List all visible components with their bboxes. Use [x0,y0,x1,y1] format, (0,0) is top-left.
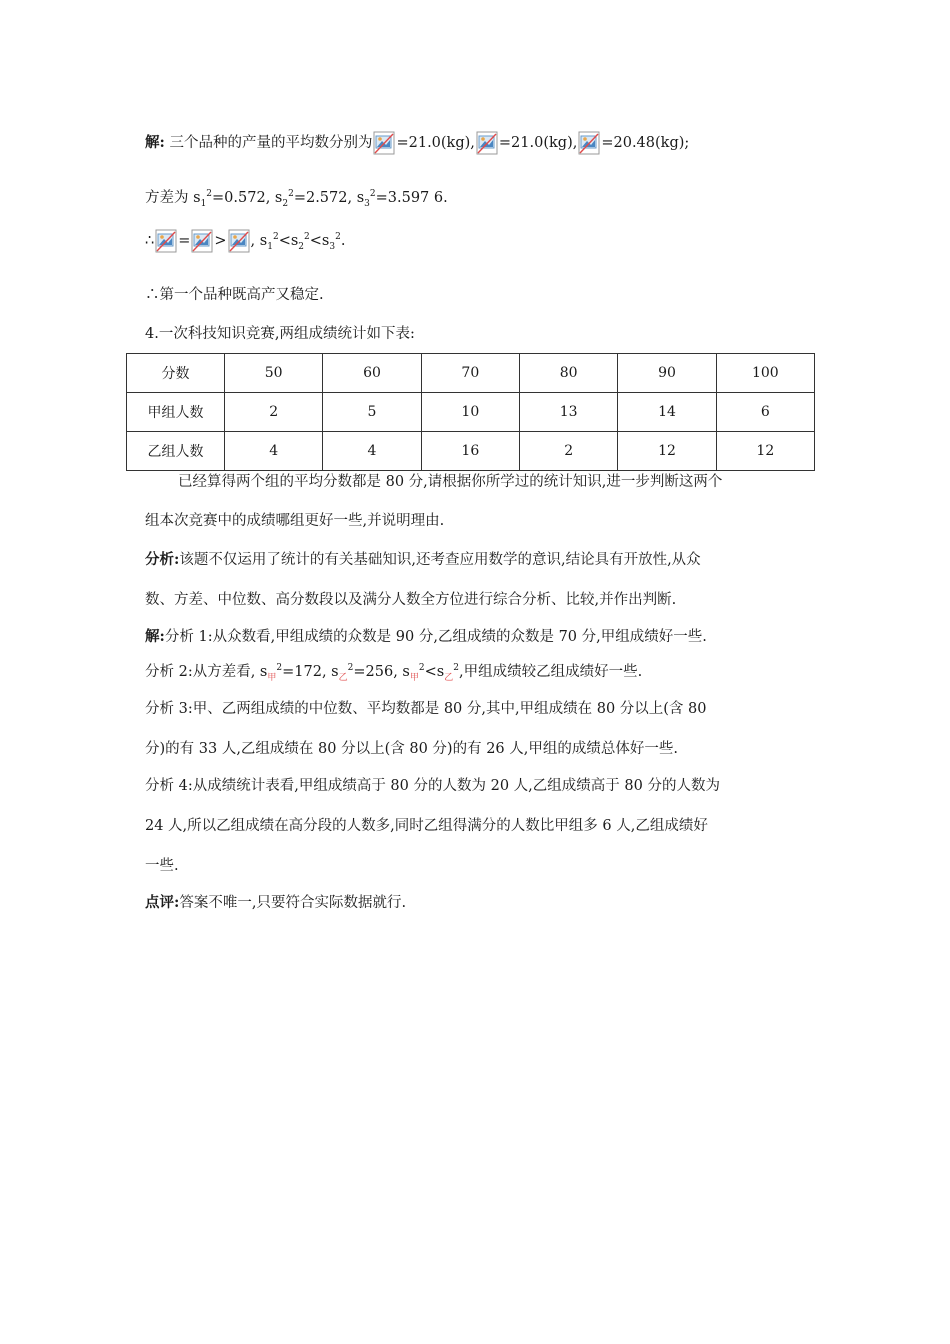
answer-mean-text: 三个品种的产量的平均数分别为 [169,135,373,151]
table-cell: 60 [323,354,421,393]
mean-value-2: =21.0(kg), [498,135,578,151]
table-cell: 12 [618,432,716,471]
table-row [127,432,815,471]
variance-conclusion: ,甲组成绩较乙组成绩好一些. [458,664,643,680]
sub: 1 [267,241,273,252]
analysis-line-1 [145,550,701,570]
sub: 3 [329,241,336,252]
variance-line [145,188,448,208]
broken-image-icon [476,131,498,155]
table-cell: 13 [519,393,617,432]
table-cell: 14 [618,393,716,432]
table-cell: 80 [519,354,617,393]
table-cell: 6 [716,393,814,432]
table-cell: 10 [421,393,519,432]
broken-image-icon [155,229,177,253]
table-cell: 5 [323,393,421,432]
variance-jia: =172, s [282,664,339,680]
mean-value-3: =20.48(kg); [601,135,690,151]
broken-image-icon [373,131,395,155]
broken-image-icon [228,229,250,253]
question-4-text-2: 组本次竞赛中的成绩哪组更好一些,并说明理由. [145,513,445,529]
question-4-title: 4.一次科技知识竞赛,两组成绩统计如下表: [145,326,415,342]
broken-image-icon [191,229,213,253]
sup: 2 [276,663,283,674]
sub: 2 [298,241,305,252]
sup: 2 [206,189,213,200]
sub: 甲 [267,672,277,683]
sup: 2 [304,232,310,243]
greater-sign: > [214,233,227,249]
table-cell: 90 [618,354,716,393]
table-row-header: 乙组人数 [127,432,225,471]
less-sign: <s [424,664,445,680]
question-4-text-1: 已经算得两个组的平均分数都是 80 分,请根据你所学过的统计知识,进一步判断这两个 [178,474,723,490]
solution-label: 解: [145,628,165,645]
sup: 2 [453,663,459,674]
variance-value-2: =2.572, s [293,190,365,206]
conclusion-line: ∴第一个品种既高产又稳定. [145,287,324,303]
table-cell: 4 [323,432,421,471]
table-row-header: 甲组人数 [127,393,225,432]
table-cell: 2 [519,432,617,471]
analysis-line-2: 数、方差、中位数、高分数段以及满分人数全方位进行综合分析、比较,并作出判断. [145,592,677,608]
sub: 3 [364,198,370,209]
less-sign: <s [309,233,330,249]
comment-text: 答案不唯一,只要符合实际数据就行. [179,895,407,911]
less-sign: <s [278,233,299,249]
table-row-header: 分数 [127,354,225,393]
variance-value-1: =0.572, s [212,190,283,206]
comment-line [145,893,406,913]
mean-value-1: =21.0(kg), [396,135,475,151]
variance-text: 方差为 s [145,190,201,206]
table-cell: 70 [421,354,519,393]
analysis-3-line-2: 分)的有 33 人,乙组成绩在 80 分以上(含 80 分)的有 26 人,甲组的成绩总体好一些. [145,741,678,757]
table-cell: 2 [225,393,323,432]
solution-line-1 [145,627,707,647]
variance-analysis-text: 分析 2:从方差看, s [145,664,268,680]
sub: 甲 [409,672,419,683]
table-cell: 16 [421,432,519,471]
answer-label: 解: [145,134,165,151]
sup: 2 [288,189,294,200]
analysis-label: 分析: [145,551,180,568]
table-row [127,354,815,393]
sup: 2 [347,663,354,674]
sup: 2 [369,189,376,200]
variance-value-3: =3.597 6. [375,190,448,206]
broken-image-icon [578,131,600,155]
comparison-text: , s [250,233,268,249]
sub: 乙 [444,672,454,683]
sup: 2 [335,232,341,243]
sub: 2 [282,198,289,209]
analysis-4-line-3: 一些. [145,858,179,874]
table-row [127,393,815,432]
period: . [340,233,346,249]
score-table [126,353,815,471]
table-cell: 100 [716,354,814,393]
answer-mean-line [145,131,689,155]
therefore-symbol: ∴ [145,233,155,249]
sub: 1 [200,198,207,209]
sub: 乙 [338,672,348,683]
analysis-4-line-1: 分析 4:从成绩统计表看,甲组成绩高于 80 分的人数为 20 人,乙组成绩高于 80 分的人数为 [145,778,720,794]
sup: 2 [272,232,279,243]
variance-yi: =256, s [353,664,410,680]
analysis-3-line-1: 分析 3:甲、乙两组成绩的中位数、平均数都是 80 分,其中,甲组成绩在 80 分以上(含 80 [145,701,707,717]
analysis-text: 该题不仅运用了统计的有关基础知识,还考查应用数学的意识,结论具有开放性,从众 [179,552,701,568]
comparison-line [145,229,345,253]
solution-line-2 [145,662,642,682]
table-cell: 4 [225,432,323,471]
equals-sign: = [178,233,191,249]
analysis-4-line-2: 24 人,所以乙组成绩在高分段的人数多,同时乙组得满分的人数比甲组多 6 人,乙组成绩好 [145,818,708,834]
solution-text: 分析 1:从众数看,甲组成绩的众数是 90 分,乙组成绩的众数是 70 分,甲组成绩好一些. [164,629,707,645]
comment-label: 点评: [145,894,180,911]
sup: 2 [418,663,425,674]
table-cell: 12 [716,432,814,471]
table-cell: 50 [225,354,323,393]
